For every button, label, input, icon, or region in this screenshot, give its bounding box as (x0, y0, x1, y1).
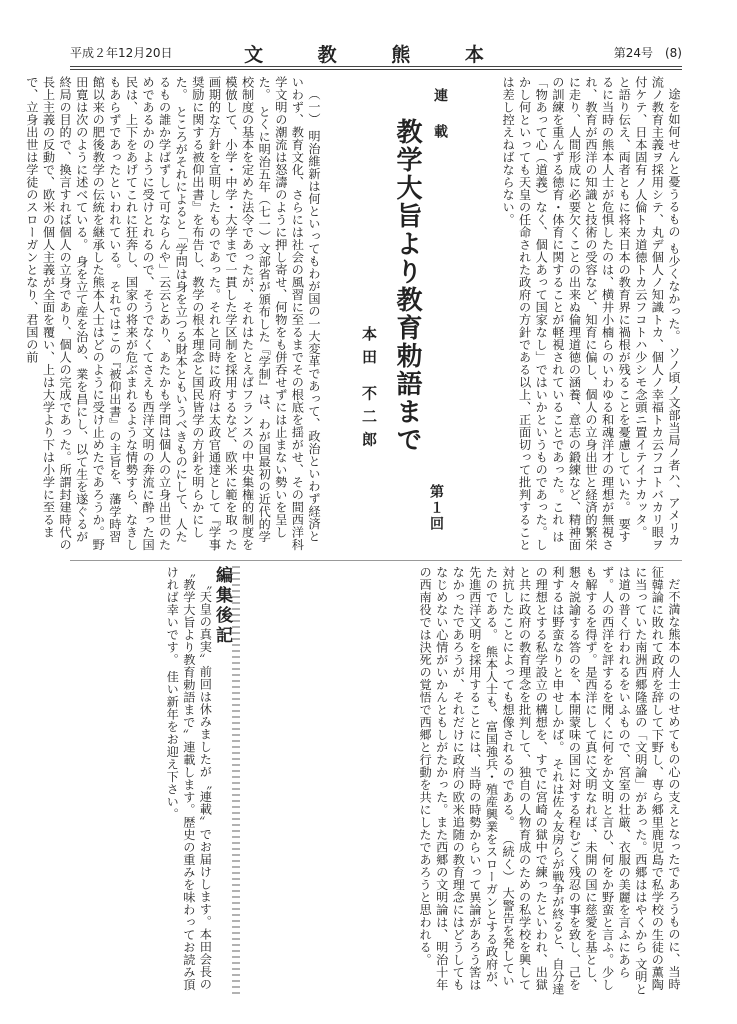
article-text-lower (236, 566, 682, 996)
page-header (70, 40, 682, 64)
article-paragraph: 途を如何せんと憂うるもの も少くなかった。 ソノ頃ノ文部当局ノ者ハ、アメリカ流ノ教育主義ヲ採用シテ、丸デ個人ノ知識トカ、個人ノ幸福トカ云フコトバカリ眼ヲ付ケテ、日本固有ノ人倫トカ道徳トカ云フコトハ少シモ念頭ニ置イテイナカッタ。 と語り伝え、両者ともに将来日本の教育界に禍根が残ることを憂慮していた。 要するに当時の熊本人士が危惧したのは、横井小楠らのいわゆる和魂洋才の理想が無視され、教育が西洋の知識と技術の受容など、知育に偏し、個人の立身出世と経済的繁栄に走り、人間形成に必要欠くことの出来ぬ倫理道徳の涵養、意志の鍛練など、精神面の訓練を重んずる徳育・体育に関することが軽視されていることであった。これ は「物あって心（道義）なく、個人あって国家なし」ではいかというものであった。しかし何といっても天皇の任命された政府の方針である以上、正面切って批判することは差し控えねばならない。 (501, 76, 681, 551)
article-author: 本田 不二郎 (360, 326, 378, 455)
editor-note-text: 〝天皇の真実〟前回は休みましたが〝連載〟でお届けします。本田会長の〝教学大旨より教育勅語まで〟連載します。歴史の重みを味わってお読み頂ければ幸いです。 佳い新年をお迎え下さい。 (165, 566, 213, 991)
episode-label: 第１回 (428, 484, 444, 532)
header-rule-secondary (70, 69, 682, 70)
article-text-left (24, 76, 322, 554)
upper-band (24, 76, 682, 554)
article-paragraph: だ不満な熊本の人士のせめてもの心の支えとなったであろうものに、当時征韓論に敗れて政府を辞して下野し、専ら郷里鹿児島で私学校の生徒の薫陶に当っていた南洲西郷隆盛の「文明論」があった。西郷ははやくから 文明とは道の普く行われるをいふもので、宮室の壮厳、衣服の美麗を言ふにあらず。人の西洋を評するを聞くに何をか文明と言ひ、何をか野蛮と言ふ。少しも解するを得ず。是西洋にして真に文明なれば、未開の国に慈愛を基とし、懇々説諭する答のを、本開蒙味の国に対する程むごく残忍の事を致し、己を利するは野蛮なりと申せしかば。 それは佐々友房らが戦争が終ると、自分達の理想とする私学設立の構想を、すでに宮崎の獄中で練ったといわれ、出獄と共に政府の教育理念を批判して、独自の人物育成のための私学校を興して対抗したことによっても想像されるのである。 （続く） 大警告を発していたのである。 熊本人士も、富国強兵・殖産興業をスローガンとする政府が、先進西洋文明を採用することには、当時の時勢からいって異論があろう筈はなかったであろうが、それだけに政府の欧米追随の教育理念にはどうしてもなじめない心情がいかんともしがたかった。また西郷の文明論は、明治十年の西南役では決死の覚悟で西郷と行動を共にしたであろうと思われる。 (418, 566, 681, 996)
editor-divider (232, 566, 240, 996)
editor-note-heading: 編集後記 (212, 566, 232, 646)
serial-label: 連 載 (432, 88, 448, 142)
editor-note (70, 566, 230, 996)
issue-number: 第24号 (8) (613, 46, 682, 60)
header-date: 平成２年12月20日 (70, 46, 173, 60)
band-divider (70, 560, 682, 561)
lower-band (70, 566, 682, 996)
article-paragraph: （一） 明治維新は何といってもわが国の一大変革であって、政治といわず経済といわず、教育文化、さらには社会の風習に至るまでその根底を揺がせ、その間西洋科学文明の潮流は怒濤のように押し寄せ、何物をも併呑せずには止まない勢いを呈した。 とくに明治五年（七一）文部省が頒布した『学制』は、わが国最初の近代的学校制度の基本を定めた法令であったが、それはたとえばフランスの中央集権的制度を模倣して、小学・中学・大学まで一貫した学区制を採用するなど、欧米に範を取った画期的な方針を宣明したものであった。それと同時に政府は太政官通達として『学事奨励に関する被仰出書』を布告し、教学の根本理念と国民皆学の方針を明らかにした。 ところがそれによると「学問は身を立つる財本ともいうべきものにして、人たるもの誰か学ばずして可ならんや」云云とあり、あたかも学問は個人の立身出世のためであるかのように受けとれるので、そうでなくてさえも西洋文明の奔流に酔った国民は、上下をあげてこれに狂奔し、国家の将来が危ぶまれるような情勢すら、なきしもあらずであったといわれている。 それではこの『被仰出書』の主旨を、藩学時習館以来の肥後教学の伝統を継承した熊本人士はどのように受け止めたであろうか。野田寛は次のように述べている。 身を立て産を治め、業を昌にし、以て生を遂ぐるが終局の目的で、換言すれば個人の立身であり、個人の完成であった。所謂封建時代の長上主義の反動で、欧米の個人主義が全面を覆い、上は大学より下は小学に至るまで、立身出世は学徒のスローガンとなり、君国の前 (24, 76, 321, 551)
article-title: 教学大旨より教育勅語まで (392, 118, 422, 454)
header-rule (70, 66, 682, 67)
page-body (24, 76, 682, 996)
article-title-block (326, 76, 450, 554)
newspaper-title: 文 教 熊 本 (244, 44, 508, 66)
article-text-right (456, 76, 682, 554)
